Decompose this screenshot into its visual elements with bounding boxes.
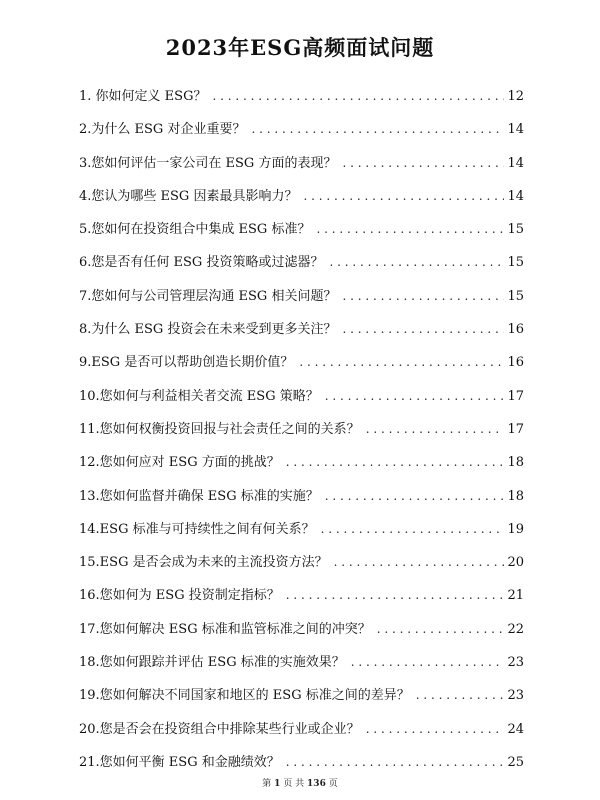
- toc-entry[interactable]: [79, 446, 524, 479]
- toc-entry-page: 12: [507, 89, 524, 104]
- toc-entry[interactable]: [79, 679, 524, 712]
- dot-leader: [319, 480, 504, 513]
- toc-entry-page: 14: [507, 188, 524, 204]
- toc-entry-page: 24: [507, 721, 524, 737]
- toc-entry-text: 1. 你如何定义 ESG？: [79, 89, 207, 104]
- dot-leader: [280, 446, 504, 479]
- dot-leader: [280, 746, 504, 779]
- toc-entry-text: 7.您如何与公司管理层沟通 ESG 相关问题？: [79, 288, 337, 304]
- toc-entry-page: 18: [507, 455, 524, 471]
- toc-entry-text: 6.您是否有任何 ESG 投资策略或过滤器？: [79, 255, 324, 271]
- toc-entry-text: 10.您如何与利益相关者交流 ESG 策略？: [79, 388, 319, 404]
- toc-entry-page: 16: [507, 322, 524, 338]
- toc-entry[interactable]: [79, 280, 524, 313]
- dot-leader: [328, 546, 504, 579]
- dot-leader: [360, 713, 504, 746]
- toc-entry-text: 15.ESG 是否会成为未来的主流投资方法？: [79, 555, 328, 571]
- toc-entry[interactable]: [79, 346, 524, 379]
- toc-entry-text: 19.您如何解决不同国家和地区的 ESG 标准之间的差异？: [79, 688, 410, 704]
- dot-leader: [345, 646, 504, 679]
- table-of-contents: [79, 80, 524, 779]
- toc-entry-page: 17: [507, 421, 524, 437]
- toc-entry-page: 14: [507, 155, 524, 171]
- dot-leader: [319, 380, 504, 413]
- toc-entry-text: 17.您如何解决 ESG 标准和监管标准之间的冲突？: [79, 621, 371, 637]
- toc-entry-text: 20.您是否会在投资组合中排除某些行业或企业？: [79, 721, 360, 737]
- toc-entry[interactable]: [79, 646, 524, 679]
- dot-leader: [310, 213, 504, 246]
- toc-entry-page: 20: [507, 555, 524, 571]
- dot-leader: [323, 246, 504, 279]
- toc-entry-page: 22: [507, 621, 524, 637]
- toc-entry-text: 14.ESG 标准与可持续性之间有何关系？: [79, 521, 315, 537]
- toc-entry-text: 4.您认为哪些 ESG 因素最具影响力？: [79, 188, 298, 204]
- toc-entry[interactable]: [79, 579, 524, 612]
- toc-entry-text: 11.您如何权衡投资回报与社会责任之间的关系？: [79, 421, 360, 437]
- toc-entry[interactable]: [79, 413, 524, 446]
- toc-entry[interactable]: [79, 546, 524, 579]
- toc-entry-text: 9.ESG 是否可以帮助创造长期价值？: [79, 355, 294, 371]
- dot-leader: [293, 346, 504, 379]
- toc-entry[interactable]: [79, 513, 524, 546]
- toc-entry-page: 17: [507, 388, 524, 404]
- toc-entry-page: 25: [507, 754, 524, 770]
- toc-entry-page: 18: [507, 488, 524, 504]
- footer-prefix: 第: [262, 779, 272, 789]
- toc-entry[interactable]: [79, 246, 524, 279]
- toc-entry-page: 23: [507, 688, 524, 704]
- toc-entry-text: 8.为什么 ESG 投资会在未来受到更多关注？: [79, 322, 337, 338]
- footer-mid: 页 共: [283, 779, 305, 789]
- toc-entry-page: 19: [507, 521, 524, 537]
- toc-entry-text: 12.您如何应对 ESG 方面的挑战？: [79, 455, 280, 471]
- toc-entry-text: 16.您如何为 ESG 投资制定指标？: [79, 588, 280, 604]
- page-footer: [0, 776, 600, 789]
- toc-entry[interactable]: [79, 147, 524, 180]
- toc-entry-text: 18.您如何跟踪并评估 ESG 标准的实施效果？: [79, 655, 345, 671]
- toc-entry-text: 13.您如何监督并确保 ESG 标准的实施？: [79, 488, 319, 504]
- footer-total-pages: 136: [307, 779, 326, 789]
- toc-entry-page: 23: [507, 655, 524, 671]
- dot-leader: [410, 679, 504, 712]
- toc-entry-text: 2.为什么 ESG 对企业重要？: [79, 122, 246, 138]
- footer-suffix: 页: [328, 779, 338, 789]
- toc-entry[interactable]: [79, 746, 524, 779]
- footer-current-page: 1: [274, 779, 281, 789]
- dot-leader: [336, 313, 504, 346]
- toc-entry[interactable]: [79, 213, 524, 246]
- toc-entry-text: 5.您如何在投资组合中集成 ESG 标准？: [79, 222, 311, 238]
- toc-entry[interactable]: [79, 180, 524, 213]
- dot-leader: [336, 280, 504, 313]
- toc-entry-page: 16: [507, 355, 524, 371]
- toc-entry[interactable]: [79, 713, 524, 746]
- toc-entry-page: 14: [507, 122, 524, 138]
- dot-leader: [371, 613, 504, 646]
- toc-entry-page: 15: [507, 222, 524, 238]
- toc-entry-text: 3.您如何评估一家公司在 ESG 方面的表现？: [79, 155, 337, 171]
- dot-leader: [315, 513, 504, 546]
- dot-leader: [280, 579, 504, 612]
- toc-entry-text: 21.您如何平衡 ESG 和金融绩效？: [79, 754, 280, 770]
- toc-entry[interactable]: [79, 480, 524, 513]
- toc-entry[interactable]: [79, 613, 524, 646]
- toc-entry-page: 15: [507, 255, 524, 271]
- toc-entry[interactable]: [79, 113, 524, 146]
- dot-leader: [206, 80, 504, 113]
- dot-leader: [245, 113, 504, 146]
- toc-entry[interactable]: [79, 313, 524, 346]
- dot-leader: [360, 413, 504, 446]
- toc-entry-page: 15: [507, 288, 524, 304]
- document-title: 2023年ESG高频面试问题: [165, 35, 435, 60]
- toc-entry[interactable]: [79, 380, 524, 413]
- dot-leader: [297, 180, 504, 213]
- toc-entry[interactable]: [79, 80, 524, 113]
- dot-leader: [336, 147, 504, 180]
- toc-entry-page: 21: [507, 588, 524, 604]
